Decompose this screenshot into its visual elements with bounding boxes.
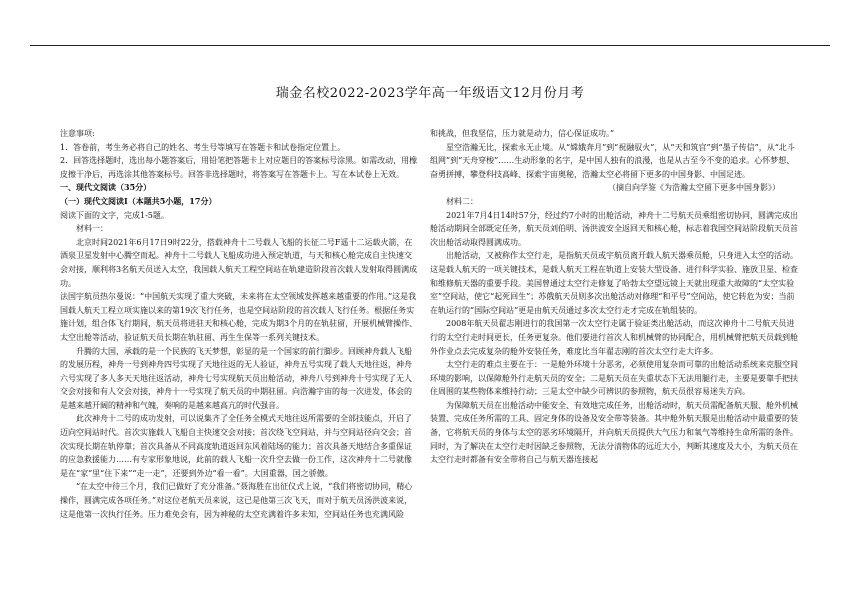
right-paragraph: 2021年7月4日14时57分，经过约7小时的出舱活动，神舟十二号航天员乘组密切协同，圆满完成出舱活动期间全部既定任务，航天员刘伯明、汤洪波安全返回天和核心舱，标志着我国空间站阶段航天员首次出舱活动取得圆满成功。 [430, 210, 798, 247]
left-paragraph: 1．答卷前，考生务必将自己的姓名、考生号等填写在答题卡和试卷指定位置上。 [60, 142, 346, 152]
right-column [430, 127, 800, 467]
left-paragraph: 北京时间2021年6月17日9时22分，搭载神舟十二号载人飞船的长征二号F遥十二运载火箭，在酒泉卫星发射中心腾空而起。神舟十二号载人飞船成功进入预定轨道，与天和核心舱完成自主快速交会对接，顺利将3名航天员送入太空，我国载人航天工程空间站在轨建造阶段首次载人发射取得圆满成功。 [60, 237, 418, 288]
left-paragraph: （一）现代文阅读Ⅰ（本题共5小题，17分） [60, 195, 217, 206]
left-paragraph: 注意事项: [60, 129, 95, 138]
right-paragraph: 出舱活动，又被称作太空行走，是指航天员或宇航员离开载人航天器乘员舱，只身进入太空的活动。这是载人航天的一项关键技术，是载人航天工程在轨道上安装大型设备、进行科学实验、施放卫星、检查和维修航天器的重要手段。美国曾通过太空行走修复了哈勃太空望远镜上天就出现重大故障的“太空实验室”空间站，使它“起死回生”；苏俄航天员则多次出舱活动对修理“和平号”空间站，使它转危为安；当前在轨运行的“国际空间站”更是由航天员通过多次太空行走才完成在轨组装的。 [430, 251, 798, 315]
right-paragraph: 材料二： [446, 196, 478, 206]
header-rule [30, 45, 830, 46]
left-paragraph: 材料一： [76, 224, 108, 234]
right-paragraph: 星空浩瀚无比，探索永无止境。从“嫦娥奔月”到“祝融驭火”，从“天和筑宫”到“墨子传信”，从“北斗组网”到“天舟穿梭”……生动形象的名字，是中国人独有的浪漫，也是从古至今不变的追求。心怀梦想、奋勇拼搏，攀登科技高峰、探索宇宙奥秘，浩瀚太空必将留下更多的中国身影、中国足迹。 [430, 142, 795, 179]
right-paragraph: （摘自向学鉴《为浩瀚太空留下更多中国身影》） [608, 183, 780, 193]
left-paragraph: 2．回答选择题时，选出每小题答案后，用铅笔把答题卡上对应题目的答案标号涂黑。如需改动，用橡皮擦干净后，再选涂其他答案标号。回答非选择题时，将答案写在答题卡上。写在本试卷上无效。 [60, 156, 418, 179]
left-paragraph: 阅读下面的文字，完成1-5题。 [60, 210, 169, 220]
left-paragraph: 升腾的大国，承载的是一个民族的飞天梦想，彰显的是一个国家的前行脚步。回顾神舟载人飞船的发展历程，神舟一号到神舟四号实现了天地往返的无人验证，神舟五号实现了载人天地往返，神舟六号实现了多人多天天地往返活动，神舟七号实现航天员出舱活动，神舟八号到神舟十号实现了无人交会对接和有人交会对接，神舟十一号实现了航天员的中期驻留。向浩瀚宇宙的每一次进发，体会的是越来越开阔的精神和气魄，奏响的是越来越高亢的时代强音。 [60, 346, 412, 410]
right-paragraph: 和挑战，但我坚信，压力就是动力，信心保证成功。” [430, 129, 615, 138]
right-paragraph: 太空行走的难点主要在于：一是舱外环境十分恶劣，必须使用复杂而可靠的出舱活动系统来克服空间环境的影响，以保障舱外行走航天员的安全；二是航天员在失重状态下无法用腿行走，主要是要靠手把扶住周围的某些物体来维持行动；三是太空中缺少可辨识的参照物，航天员很容易迷失方向。 [430, 360, 798, 397]
right-paragraph: 为保障航天员在出舱活动中能安全、有效地完成任务，出舱活动时，航天员需配备航天服、舱外机械装置、完成任务所需的工具、固定身体的设备及安全带等装备。其中舱外航天服是出舱活动中最重要的装备，它将航天员的身体与太空的恶劣环境隔开，并向航天员提供大气压力和氧气等维持生命所需的条件。同时，为了解决在太空行走时因缺乏参照物，无法分清物体的远近大小，判断其速度及大小，为航天员在太空行走时都备有安全带将自己与航天器连接起 [430, 400, 798, 465]
left-paragraph: 法国宇航员热尔曼说：“中国航天实现了重大突破，未来将在太空领域发挥越来越重要的作用。”这是我国载人航天工程立项实施以来的第19次飞行任务，也是空间站阶段的首次载人飞行任务。根据任务实施计划，组合体飞行期间，航天员将进驻天和核心舱，完成为期3个月的在轨驻留，开展机械臂操作、太空出舱等活动，验证航天员长期在轨驻留、再生生保等一系列关键技术。 [60, 292, 418, 342]
left-paragraph: “在太空中待三个月，我们已做好了充分准备。”聂海胜在出征仪式上说，“我们将密切协同，精心操作，圆满完成各项任务。”对这位老航天员来说，这已是他第三次飞天，而对于航天员汤洪波来说，这是他第一次执行任务。压力难免会有，因为神秘的太空充满着许多未知，空间站任务也充满风险 [60, 482, 413, 519]
left-paragraph: 此次神舟十二号的成功发射，可以说集齐了全任务全模式天地往返所需要的全部技能点，开启了迈向空间站时代。首次实施载人飞船自主快速交会对接；首次绕飞空间站，并与空间站径向交会；首次实现长期在轨停靠；首次具备从不同高度轨道返回东风着陆场的能力；首次具备天地结合多重保证的应急救援能力……有专家形象地说，此前的载人飞船一次升空去做一份工作，这次神舟十二号就像是在“家”里“住下来”“走一走”，还要到外边“看一看”。大国重器，国之骄傲。 [60, 414, 412, 478]
left-column [60, 127, 418, 521]
page-title: 瑞金名校2022-2023学年高一年级语文12月份月考 [275, 86, 585, 101]
left-paragraph: 一、现代文阅读（35分） [60, 182, 152, 193]
right-paragraph: 2008年航天员翟志刚进行的我国第一次太空行走属于验证类出舱活动，而这次神舟十二号航天员进行的太空行走时间更长，任务更复杂。他们要进行首次人和机械臂的协同配合，用机械臂把航天员载到舱外作业点去完成复杂的舱外安装任务，难度比当年翟志刚的首次太空行走大许多。 [430, 319, 798, 356]
